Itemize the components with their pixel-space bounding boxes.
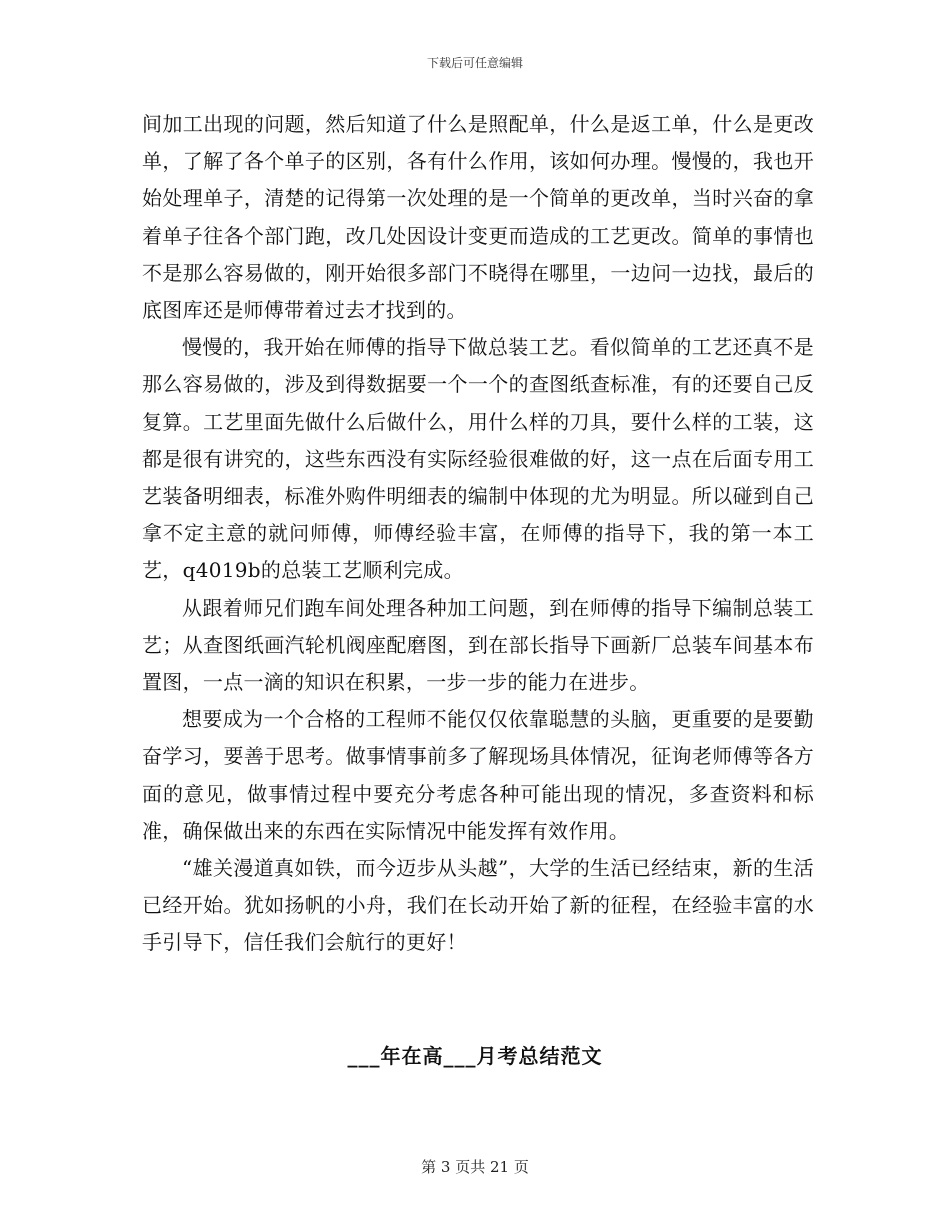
paragraph-continued: 间加工出现的问题，然后知道了什么是照配单，什么是返工单，什么是更改单，了解了各个单子的区别，各有什么作用，该如何办理。慢慢的，我也开始处理单子，清楚的记得第一次处理的是一个简单的更改单，当时兴奋的拿着单子往各个部门跑，改几处因设计变更而造成的工艺更改。简单的事情也不是那么容易做的，刚开始很多部门不晓得在哪里，一边问一边找，最后的底图库还是师傅带着过去才找到的。 <box>142 112 814 323</box>
page-header: 下载后可任意编辑 <box>426 56 523 70</box>
paragraph: 从跟着师兄们跑车间处理各种加工问题，到在师傅的指导下编制总装工艺；从查图纸画汽轮机阀座配磨图，到在部长指导下画新厂总装车间基本布置图，一点一滴的知识在积累，一步一步的能力在进步。 <box>142 595 814 695</box>
paragraph: 慢慢的，我开始在师傅的指导下做总装工艺。看似简单的工艺还真不是那么容易做的，涉及到得数据要一个一个的查图纸查标准，有的还要自己反复算。工艺里面先做什么后做什么，用什么样的刀具，要什么样的工装，这都是很有讲究的，这些东西没有实际经验很难做的好，这一点在后面专用工艺装备明细表，标准外购件明细表的编制中体现的尤为明显。所以碰到自己拿不定主意的就问师傅，师傅经验丰富，在师傅的指导下，我的第一本工艺，q4019b的总装工艺顺利完成。 <box>142 335 814 583</box>
paragraph: “雄关漫道真如铁，而今迈步从头越”，大学的生活已经结束，新的生活已经开始。犹如扬帆的小舟，我们在长动开始了新的征程，在经验丰富的水手引导下，信任我们会航行的更好！ <box>142 856 814 955</box>
page-footer: 第 3 页共 21 页 <box>421 1158 529 1176</box>
section-title: ___年在高___月考总结范文 <box>347 1044 603 1068</box>
document-body <box>142 106 814 962</box>
paragraph: 想要成为一个合格的工程师不能仅仅依靠聪慧的头脑，更重要的是要勤奋学习，要善于思考。做事情事前多了解现场具体情况，征询老师傅等各方面的意见，做事情过程中要充分考虑各种可能出现的情况，多查资料和标准，确保做出来的东西在实际情况中能发挥有效作用。 <box>142 707 814 843</box>
